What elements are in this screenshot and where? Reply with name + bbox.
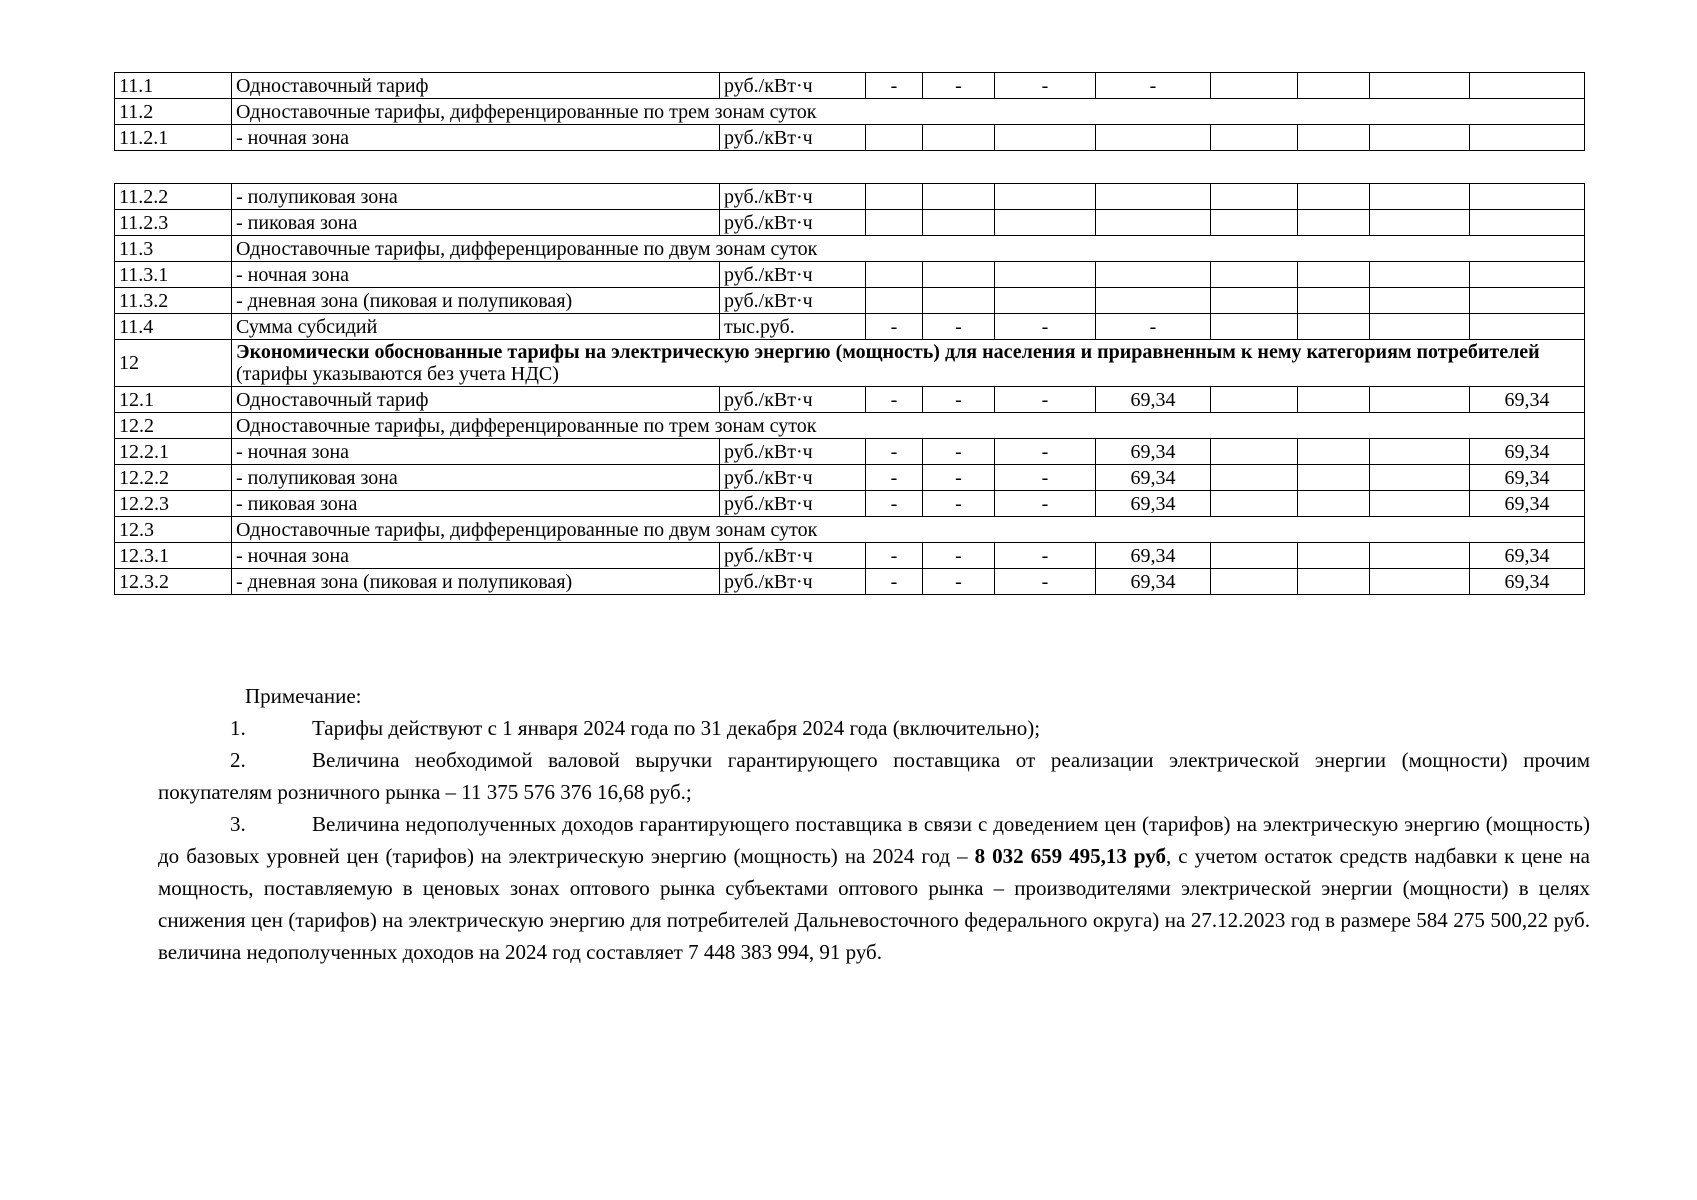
row-value-c1: - xyxy=(866,465,923,491)
row-value-c8: 69,34 xyxy=(1470,543,1585,569)
row-number: 11.2.1 xyxy=(115,125,232,151)
row-value-c7 xyxy=(1370,314,1470,340)
row-unit: руб./кВт·ч xyxy=(720,543,866,569)
row-name: Одноставочные тарифы, дифференцированные по двум зонам суток xyxy=(232,236,1585,262)
row-value-c5 xyxy=(1211,73,1298,99)
row-value-c2 xyxy=(923,262,995,288)
row-value-c5 xyxy=(1211,491,1298,517)
row-number: 12.3.2 xyxy=(115,569,232,595)
row-value-c6 xyxy=(1298,125,1370,151)
tariff-table-part2 xyxy=(114,183,1585,595)
row-number: 11.2 xyxy=(115,99,232,125)
row-value-c6 xyxy=(1298,569,1370,595)
row-unit: руб./кВт·ч xyxy=(720,387,866,413)
row-value-c8 xyxy=(1470,288,1585,314)
row-value-c1 xyxy=(866,210,923,236)
row-name: - ночная зона xyxy=(232,125,720,151)
row-value-c4: 69,34 xyxy=(1096,387,1211,413)
row-name: - ночная зона xyxy=(232,543,720,569)
row-value-c4: 69,34 xyxy=(1096,465,1211,491)
row-value-c8: 69,34 xyxy=(1470,387,1585,413)
row-value-c4 xyxy=(1096,262,1211,288)
row-value-c3 xyxy=(995,184,1096,210)
row-value-c5 xyxy=(1211,465,1298,491)
row-unit: руб./кВт·ч xyxy=(720,125,866,151)
row-value-c4: - xyxy=(1096,314,1211,340)
table-row xyxy=(115,543,1585,569)
row-value-c3: - xyxy=(995,569,1096,595)
row-name-note: (тарифы указываются без учета НДС) xyxy=(236,363,559,385)
row-value-c1 xyxy=(866,262,923,288)
note-text: Тарифы действуют с 1 января 2024 года по 31 декабря 2024 года (включительно); xyxy=(312,716,1041,740)
row-value-c7 xyxy=(1370,465,1470,491)
row-value-c1 xyxy=(866,125,923,151)
table-row xyxy=(115,491,1585,517)
table-row xyxy=(115,99,1585,125)
row-name xyxy=(232,340,1585,387)
row-value-c2: - xyxy=(923,491,995,517)
row-value-c1: - xyxy=(866,73,923,99)
note-item-1 xyxy=(158,712,1590,744)
row-value-c2: - xyxy=(923,543,995,569)
row-value-c1: - xyxy=(866,387,923,413)
row-value-c3: - xyxy=(995,491,1096,517)
row-value-c5 xyxy=(1211,387,1298,413)
row-value-c4: 69,34 xyxy=(1096,569,1211,595)
table-row xyxy=(115,73,1585,99)
table-row xyxy=(115,465,1585,491)
row-value-c3: - xyxy=(995,465,1096,491)
note-number: 3. xyxy=(230,812,246,836)
notes-heading: Примечание: xyxy=(245,684,362,708)
row-name: - полупиковая зона xyxy=(232,465,720,491)
row-name: - полупиковая зона xyxy=(232,184,720,210)
row-number: 12.3.1 xyxy=(115,543,232,569)
row-value-c1: - xyxy=(866,569,923,595)
row-value-c2: - xyxy=(923,387,995,413)
row-value-c7 xyxy=(1370,262,1470,288)
table-row xyxy=(115,184,1585,210)
row-value-c3: - xyxy=(995,314,1096,340)
table-row xyxy=(115,236,1585,262)
row-value-c1 xyxy=(866,288,923,314)
row-number: 11.1 xyxy=(115,73,232,99)
row-value-c2: - xyxy=(923,73,995,99)
row-value-c7 xyxy=(1370,184,1470,210)
row-value-c7 xyxy=(1370,210,1470,236)
note-text: Величина необходимой валовой выручки гарантирующего поставщика от реализации электрической энергии (мощности) прочим покупателям розничного рынка – 11 375 576 376 16,68 руб.; xyxy=(158,748,1590,804)
row-unit: руб./кВт·ч xyxy=(720,439,866,465)
row-value-c5 xyxy=(1211,184,1298,210)
row-value-c4 xyxy=(1096,210,1211,236)
row-unit: руб./кВт·ч xyxy=(720,288,866,314)
row-value-c2 xyxy=(923,125,995,151)
row-value-c5 xyxy=(1211,125,1298,151)
row-unit: руб./кВт·ч xyxy=(720,491,866,517)
row-number: 11.4 xyxy=(115,314,232,340)
row-value-c8: 69,34 xyxy=(1470,491,1585,517)
row-value-c7 xyxy=(1370,288,1470,314)
note-number: 1. xyxy=(230,716,246,740)
table-row xyxy=(115,340,1585,387)
row-value-c4 xyxy=(1096,288,1211,314)
row-value-c6 xyxy=(1298,387,1370,413)
row-number: 12 xyxy=(115,340,232,387)
row-value-c4 xyxy=(1096,125,1211,151)
row-value-c2 xyxy=(923,210,995,236)
row-value-c3 xyxy=(995,288,1096,314)
row-unit: руб./кВт·ч xyxy=(720,184,866,210)
row-value-c8: 69,34 xyxy=(1470,465,1585,491)
table-row xyxy=(115,210,1585,236)
row-number: 12.3 xyxy=(115,517,232,543)
notes-section xyxy=(158,680,1590,968)
tariff-table-part1 xyxy=(114,72,1585,151)
row-number: 12.2.1 xyxy=(115,439,232,465)
row-number: 11.3 xyxy=(115,236,232,262)
table-row xyxy=(115,125,1585,151)
row-value-c6 xyxy=(1298,262,1370,288)
note-text-end: , с учетом остаток средств надбавки к цене на мощность, поставляемую в ценовых зонах оптового рынка субъектами оптового рынка – производителями электрической энергии (мощности) в целях снижения цен (тарифов) на электрическую энергию для потребителей Дальневосточного федерального округа) на 27.12.2023 год в размере 584 275 500,22 руб. величина недополученных доходов на 2024 год составляет 7 448 383 994, 91 руб. xyxy=(158,844,1590,964)
row-value-c6 xyxy=(1298,210,1370,236)
row-value-c3 xyxy=(995,210,1096,236)
row-value-c5 xyxy=(1211,210,1298,236)
row-value-c3: - xyxy=(995,543,1096,569)
row-value-c6 xyxy=(1298,465,1370,491)
row-value-c7 xyxy=(1370,491,1470,517)
row-unit: руб./кВт·ч xyxy=(720,262,866,288)
row-unit: руб./кВт·ч xyxy=(720,210,866,236)
row-value-c5 xyxy=(1211,314,1298,340)
row-value-c1: - xyxy=(866,491,923,517)
note-number: 2. xyxy=(230,748,246,772)
row-value-c3: - xyxy=(995,439,1096,465)
row-value-c2 xyxy=(923,288,995,314)
row-number: 11.2.2 xyxy=(115,184,232,210)
note-amount: 8 032 659 495,13 руб xyxy=(974,844,1167,868)
note-item-3 xyxy=(158,808,1590,968)
row-value-c2: - xyxy=(923,314,995,340)
row-value-c6 xyxy=(1298,184,1370,210)
row-value-c8 xyxy=(1470,73,1585,99)
row-value-c6 xyxy=(1298,288,1370,314)
row-unit: тыс.руб. xyxy=(720,314,866,340)
row-value-c7 xyxy=(1370,125,1470,151)
row-value-c5 xyxy=(1211,288,1298,314)
row-value-c8 xyxy=(1470,210,1585,236)
row-value-c8 xyxy=(1470,125,1585,151)
row-number: 12.2 xyxy=(115,413,232,439)
row-value-c6 xyxy=(1298,543,1370,569)
row-value-c7 xyxy=(1370,387,1470,413)
row-value-c8: 69,34 xyxy=(1470,439,1585,465)
row-value-c3 xyxy=(995,262,1096,288)
row-name: Одноставочный тариф xyxy=(232,387,720,413)
row-value-c3: - xyxy=(995,387,1096,413)
row-value-c5 xyxy=(1211,569,1298,595)
row-number: 11.3.1 xyxy=(115,262,232,288)
row-value-c2 xyxy=(923,184,995,210)
row-value-c3: - xyxy=(995,73,1096,99)
row-value-c5 xyxy=(1211,543,1298,569)
row-name: - ночная зона xyxy=(232,439,720,465)
row-value-c2: - xyxy=(923,465,995,491)
note-text-start: Величина недополученных доходов гарантирующего поставщика в связи с доведением цен (тарифов) на электрическую энергию (мощность) до базовых уровней цен (тарифов) на электрическую энергию (мощность) на 2024 год – xyxy=(158,812,1590,868)
row-number: 12.2.3 xyxy=(115,491,232,517)
row-value-c2: - xyxy=(923,439,995,465)
table-row xyxy=(115,413,1585,439)
table-row xyxy=(115,517,1585,543)
row-value-c6 xyxy=(1298,73,1370,99)
row-name: - дневная зона (пиковая и полупиковая) xyxy=(232,569,720,595)
row-value-c6 xyxy=(1298,491,1370,517)
row-name: Одноставочные тарифы, дифференцированные по трем зонам суток xyxy=(232,413,1585,439)
table-row xyxy=(115,387,1585,413)
row-number: 12.2.2 xyxy=(115,465,232,491)
row-value-c8 xyxy=(1470,184,1585,210)
note-item-2 xyxy=(158,744,1590,808)
row-name: - дневная зона (пиковая и полупиковая) xyxy=(232,288,720,314)
row-value-c3 xyxy=(995,125,1096,151)
row-value-c4 xyxy=(1096,184,1211,210)
row-value-c1: - xyxy=(866,439,923,465)
row-name: Одноставочные тарифы, дифференцированные по двум зонам суток xyxy=(232,517,1585,543)
row-value-c4: 69,34 xyxy=(1096,439,1211,465)
row-unit: руб./кВт·ч xyxy=(720,73,866,99)
row-value-c8: 69,34 xyxy=(1470,569,1585,595)
row-value-c4: 69,34 xyxy=(1096,491,1211,517)
row-value-c7 xyxy=(1370,73,1470,99)
row-value-c4: 69,34 xyxy=(1096,543,1211,569)
row-value-c1 xyxy=(866,184,923,210)
table-row xyxy=(115,439,1585,465)
row-name: - пиковая зона xyxy=(232,210,720,236)
row-value-c8 xyxy=(1470,314,1585,340)
row-number: 12.1 xyxy=(115,387,232,413)
row-value-c1: - xyxy=(866,314,923,340)
row-value-c5 xyxy=(1211,439,1298,465)
row-unit: руб./кВт·ч xyxy=(720,465,866,491)
table-row xyxy=(115,262,1585,288)
row-value-c5 xyxy=(1211,262,1298,288)
row-name: Одноставочные тарифы, дифференцированные по трем зонам суток xyxy=(232,99,1585,125)
row-name: - пиковая зона xyxy=(232,491,720,517)
row-name: Сумма субсидий xyxy=(232,314,720,340)
row-value-c8 xyxy=(1470,262,1585,288)
row-value-c2: - xyxy=(923,569,995,595)
table-row xyxy=(115,288,1585,314)
row-value-c7 xyxy=(1370,439,1470,465)
row-value-c1: - xyxy=(866,543,923,569)
row-name-bold: Экономически обоснованные тарифы на электрическую энергию (мощность) для населения и приравненным к нему категориям потребителей xyxy=(236,341,1540,363)
row-unit: руб./кВт·ч xyxy=(720,569,866,595)
row-value-c6 xyxy=(1298,314,1370,340)
row-number: 11.2.3 xyxy=(115,210,232,236)
row-value-c7 xyxy=(1370,543,1470,569)
row-value-c7 xyxy=(1370,569,1470,595)
table-row xyxy=(115,314,1585,340)
row-value-c6 xyxy=(1298,439,1370,465)
table-row xyxy=(115,569,1585,595)
row-value-c4: - xyxy=(1096,73,1211,99)
row-name: - ночная зона xyxy=(232,262,720,288)
row-number: 11.3.2 xyxy=(115,288,232,314)
row-name: Одноставочный тариф xyxy=(232,73,720,99)
